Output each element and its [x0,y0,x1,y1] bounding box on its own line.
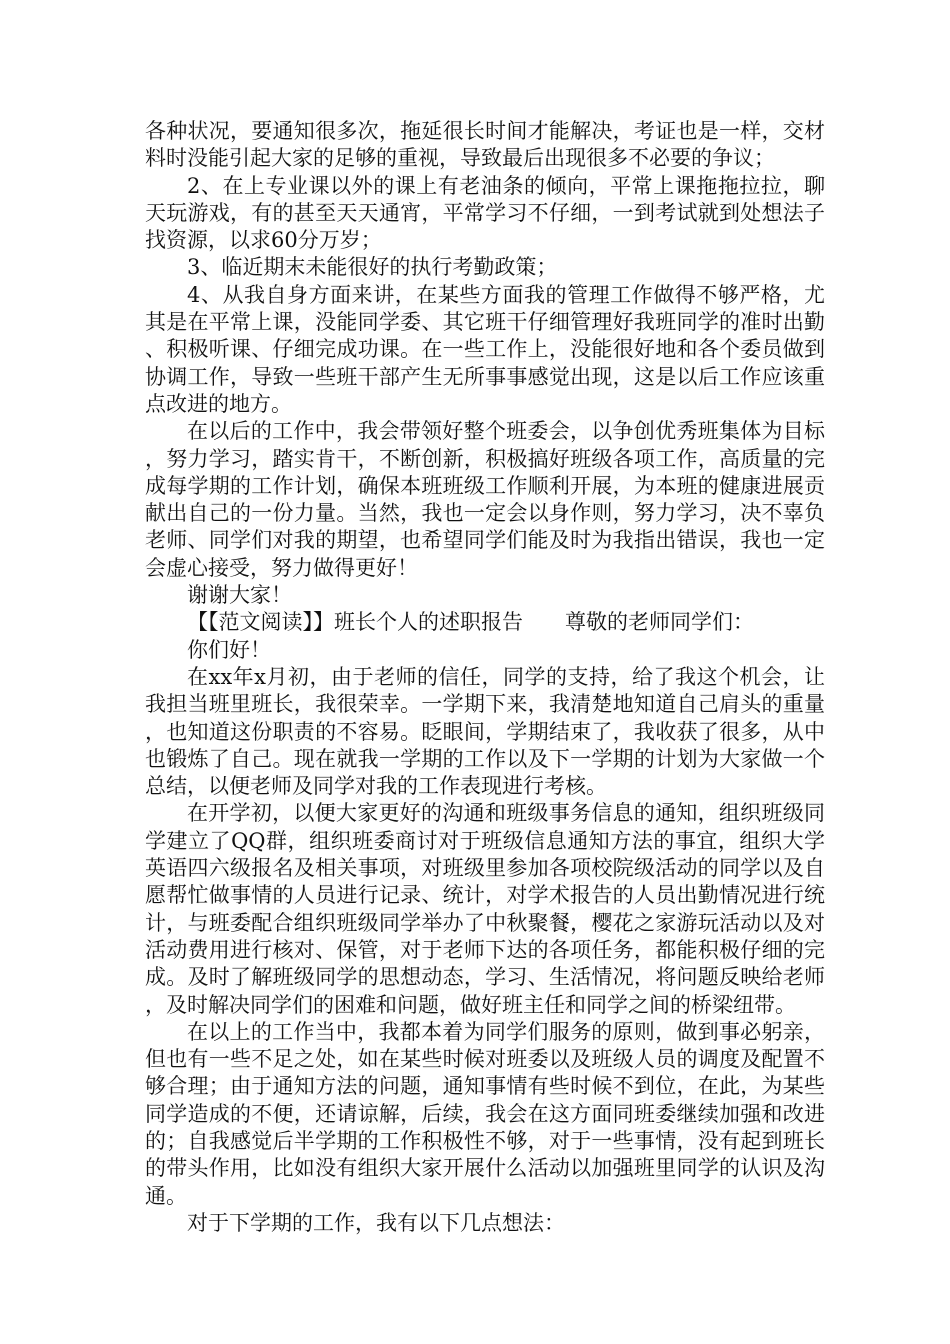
paragraph-thanks: 谢谢大家！ [187,583,292,608]
document-body [145,118,825,1237]
paragraph-section-heading: 【【范文阅读】】班长个人的述职报告 尊敬的老师同学们： [187,610,754,635]
paragraph-item-2: 2、在上专业课以外的课上有老油条的倾向，平常上课拖拖拉拉，聊天玩游戏，有的甚至天天通宵，平常学习不仔细，一到考试就到处想法子找资源，以求60分万岁； [145,173,825,253]
paragraph-shortcomings: 在以上的工作当中，我都本着为同学们服务的原则，做到事必躬亲，但也有一些不足之处，如在某些时候对班委以及班级人员的调度及配置不够合理；由于通知方法的问题，通知事情有些时候不到位，在此，为某些同学造成的不便，还请谅解，后续，我会在这方面同班委继续加强和改进的；自我感觉后半学期的工作积极性不够，对于一些事情，没有起到班长的带头作用，比如没有组织大家开展什么活动以加强班里同学的认识及沟通。 [145,1019,825,1208]
paragraph-greeting: 你们好！ [187,637,271,662]
paragraph-semester-start: 在开学初，以便大家更好的沟通和班级事务信息的通知，组织班级同学建立了QQ群，组织班委商讨对于班级信息通知方法的事宜，组织大学英语四六级报名及相关事项，对班级里参加各项校院级活动的同学以及自愿帮忙做事情的人员进行记录、统计，对学术报告的人员出勤情况进行统计，与班委配合组织班级同学举办了中秋聚餐，樱花之家游玩活动以及对活动费用进行核对、保管，对于老师下达的各项任务，都能积极仔细的完成。及时了解班级同学的思想动态，学习、生活情况，将问题反映给老师，及时解决同学们的困难和问题，做好班主任和同学之间的桥梁纽带。 [145,801,825,1017]
paragraph-item-3: 3、临近期末未能很好的执行考勤政策； [187,255,558,280]
paragraph-item-4: 4、从我自身方面来讲，在某些方面我的管理工作做得不够严格，尤其是在平常上课，没能同学委、其它班干仔细管理好我班同学的准时出勤、积极听课、仔细完成功课。在一些工作上，没能很好地和各个委员做到协调工作，导致一些班干部产生无所事事感觉出现，这是以后工作应该重点改进的地方。 [145,282,825,416]
paragraph-continuation: 各种状况，要通知很多次，拖延很长时间才能解决，考证也是一样，交材料时没能引起大家的足够的重视，导致最后出现很多不必要的争议； [145,119,825,171]
paragraph-next-term: 对于下学期的工作，我有以下几点想法： [187,1210,565,1235]
paragraph-future-work: 在以后的工作中，我会带领好整个班委会，以争创优秀班集体为目标，努力学习，踏实肯干，不断创新，积极搞好班级各项工作，高质量的完成每学期的工作计划，确保本班班级工作顺利开展，为本班的健康进展贡献出自己的一份力量。当然，我也一定会以身作则，努力学习，决不辜负老师、同学们对我的期望，也希望同学们能及时为我指出错误，我也一定会虚心接受，努力做得更好！ [145,419,825,580]
paragraph-intro: 在xx年x月初，由于老师的信任，同学的支持，给了我这个机会，让我担当班里班长，我很荣幸。一学期下来，我清楚地知道自己肩头的重量，也知道这份职责的不容易。眨眼间，学期结束了，我收获了很多，从中也锻炼了自己。现在就我一学期的工作以及下一学期的计划为大家做一个总结，以便老师及同学对我的工作表现进行考核。 [145,664,825,799]
